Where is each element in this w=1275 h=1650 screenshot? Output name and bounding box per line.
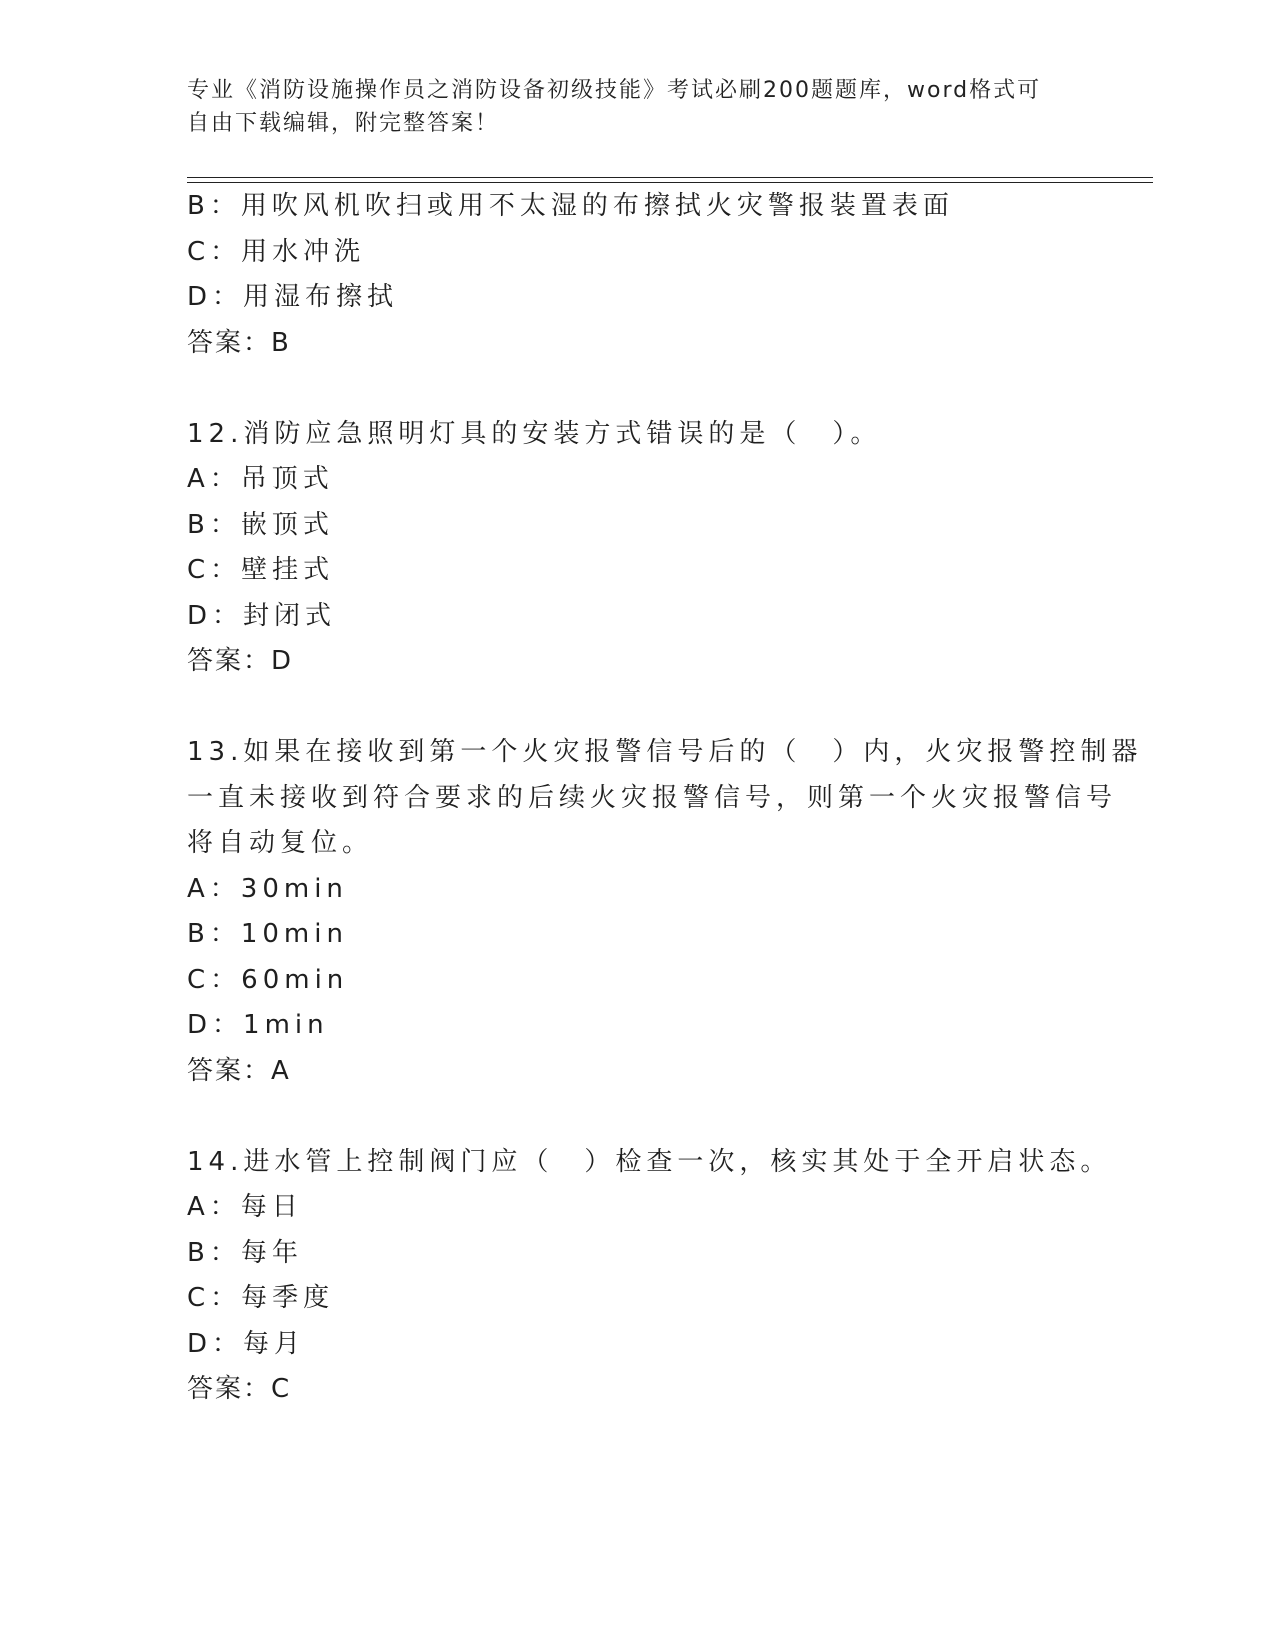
answer-line: 答案：A: [187, 1055, 291, 1086]
spacer: [187, 1094, 1087, 1140]
option-b: B：10min: [187, 919, 348, 949]
option-b: B：嵌顶式: [187, 509, 334, 540]
option-a: A：30min: [187, 873, 348, 904]
question-14: [187, 1140, 1112, 1413]
option-c: C：用水冲洗: [187, 236, 366, 267]
document-header: [187, 74, 1067, 140]
question-13: [187, 730, 1143, 1094]
question-11-continued: [187, 184, 1087, 366]
option-c: C：60min: [187, 964, 349, 995]
option-d: D：用湿布擦拭: [187, 282, 399, 312]
answer-line: 答案：C: [187, 1374, 292, 1404]
question-12: [187, 412, 1087, 685]
option-c: C：壁挂式: [187, 555, 335, 585]
question-stem-line-2: 一直未接收到符合要求的后续火灾报警信号，则第一个火灾报警信号: [187, 782, 1118, 813]
question-stem-line-3: 将自动复位。: [187, 828, 374, 858]
option-d: D：1min: [187, 1010, 329, 1040]
question-stem-line-1: 13.如果在接收到第一个火灾报警信号后的（ ）内，火灾报警控制器: [187, 737, 1143, 767]
question-stem: 14.进水管上控制阀门应（ ）检查一次，核实其处于全开启状态。: [187, 1146, 1112, 1177]
answer-line: 答案：B: [187, 327, 291, 358]
header-line-1: 专业《消防设施操作员之消防设备初级技能》考试必刷200题题库，word格式可: [187, 78, 1042, 103]
header-divider-top: [187, 177, 1153, 178]
option-b: B：每年: [187, 1237, 303, 1268]
option-d: D：每月: [187, 1328, 306, 1359]
question-list: [187, 184, 1143, 1413]
option-b: B：用吹风机吹扫或用不太湿的布擦拭火灾警报装置表面: [187, 191, 954, 221]
header-line-2: 自由下载编辑，附完整答案！: [187, 111, 500, 136]
option-a: A：吊顶式: [187, 464, 334, 494]
option-a: A：每日: [187, 1192, 303, 1222]
option-d: D：封闭式: [187, 600, 337, 631]
option-c: C：每季度: [187, 1283, 335, 1313]
spacer: [187, 366, 1087, 412]
question-stem: 12.消防应急照明灯具的安装方式错误的是（ ）。: [187, 418, 882, 449]
spacer: [187, 685, 1087, 731]
header-divider-bottom: [187, 182, 1153, 183]
answer-line: 答案：D: [187, 646, 294, 676]
